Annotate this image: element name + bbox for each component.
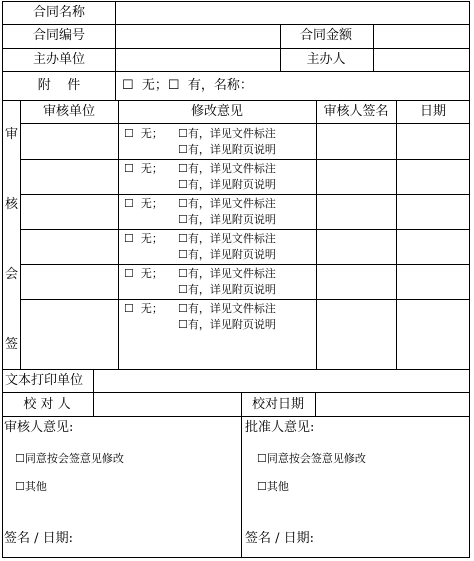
contract-amount-label: 合同金额 [299, 28, 353, 43]
rule [115, 1, 116, 100]
col-review-unit: 审核单位 [42, 104, 96, 119]
reviewer-sign-date: 签名 / 日期: [4, 531, 74, 546]
contract-name-label: 合同名称 [32, 5, 86, 20]
opinion-attached-page-option: ☐有，详见附页说明 [178, 283, 276, 296]
opinion-attached-page-option: ☐有，详见附页说明 [178, 178, 276, 191]
rule [20, 264, 470, 265]
opinion-file-mark-option: ☐有，详见文件标注 [178, 267, 276, 280]
attachment-label: 附 件 [37, 78, 81, 93]
side-char: 会 [5, 267, 19, 282]
print-unit-label: 文本打印单位 [5, 373, 84, 388]
opinion-none-option: ☐ 无； [124, 302, 163, 315]
rule [20, 229, 470, 230]
rule [20, 194, 470, 195]
side-char: 签 [5, 337, 19, 352]
rule [2, 100, 470, 101]
approver-other-option: ☐其他 [257, 480, 289, 493]
rule [20, 100, 21, 369]
approver-opinion-label: 批准人意见: [245, 420, 315, 435]
opinion-none-option: ☐ 无； [124, 267, 163, 280]
opinion-attached-page-option: ☐有，详见附页说明 [178, 213, 276, 226]
side-char: 审 [5, 127, 19, 142]
opinion-none-option: ☐ 无； [124, 127, 163, 140]
contract-review-form [2, 1, 470, 558]
reviewer-agree-option: ☐同意按会签意见修改 [15, 452, 124, 465]
approver-agree-option: ☐同意按会签意见修改 [257, 452, 366, 465]
rule [2, 416, 470, 417]
rule [373, 24, 374, 71]
rule [93, 369, 94, 416]
opinion-attached-page-option: ☐有，详见附页说明 [178, 143, 276, 156]
opinion-file-mark-option: ☐有，详见文件标注 [178, 162, 276, 175]
attachment-options: ☐ 无；☐ 有，名称： [122, 78, 253, 93]
rule [2, 71, 470, 72]
border-right [469, 1, 470, 558]
reviewer-opinion-label: 审核人意见: [4, 420, 74, 435]
host-person-label: 主办人 [306, 52, 346, 67]
opinion-none-option: ☐ 无； [124, 232, 163, 245]
opinion-file-mark-option: ☐有，详见文件标注 [178, 232, 276, 245]
border-bottom [2, 557, 470, 558]
opinion-file-mark-option: ☐有，详见文件标注 [178, 197, 276, 210]
rule [2, 24, 470, 25]
rule [315, 392, 316, 416]
opinion-file-mark-option: ☐有，详见文件标注 [178, 127, 276, 140]
reviewer-other-option: ☐其他 [15, 480, 47, 493]
side-char: 核 [5, 197, 19, 212]
opinion-attached-page-option: ☐有，详见附页说明 [178, 318, 276, 331]
rule [316, 100, 317, 369]
proof-date-label: 校对日期 [251, 397, 305, 412]
rule [280, 24, 281, 71]
rule [20, 159, 470, 160]
proofreader-label: 校 对 人 [23, 397, 71, 412]
rule [118, 100, 119, 369]
host-unit-label: 主办单位 [32, 52, 86, 67]
rule [20, 299, 470, 300]
rule [2, 369, 470, 370]
rule [2, 392, 470, 393]
approver-sign-date: 签名 / 日期: [245, 531, 315, 546]
contract-no-label: 合同编号 [32, 28, 86, 43]
rule [241, 392, 242, 557]
border-top [2, 1, 470, 2]
rule [20, 123, 470, 124]
opinion-none-option: ☐ 无； [124, 197, 163, 210]
border-left [2, 1, 3, 558]
rule [396, 100, 397, 369]
col-date: 日期 [419, 104, 447, 119]
opinion-attached-page-option: ☐有，详见附页说明 [178, 248, 276, 261]
rule [2, 48, 470, 49]
opinion-file-mark-option: ☐有，详见文件标注 [178, 302, 276, 315]
opinion-none-option: ☐ 无； [124, 162, 163, 175]
col-signer: 审核人签名 [323, 104, 389, 119]
col-opinion: 修改意见 [190, 104, 244, 119]
